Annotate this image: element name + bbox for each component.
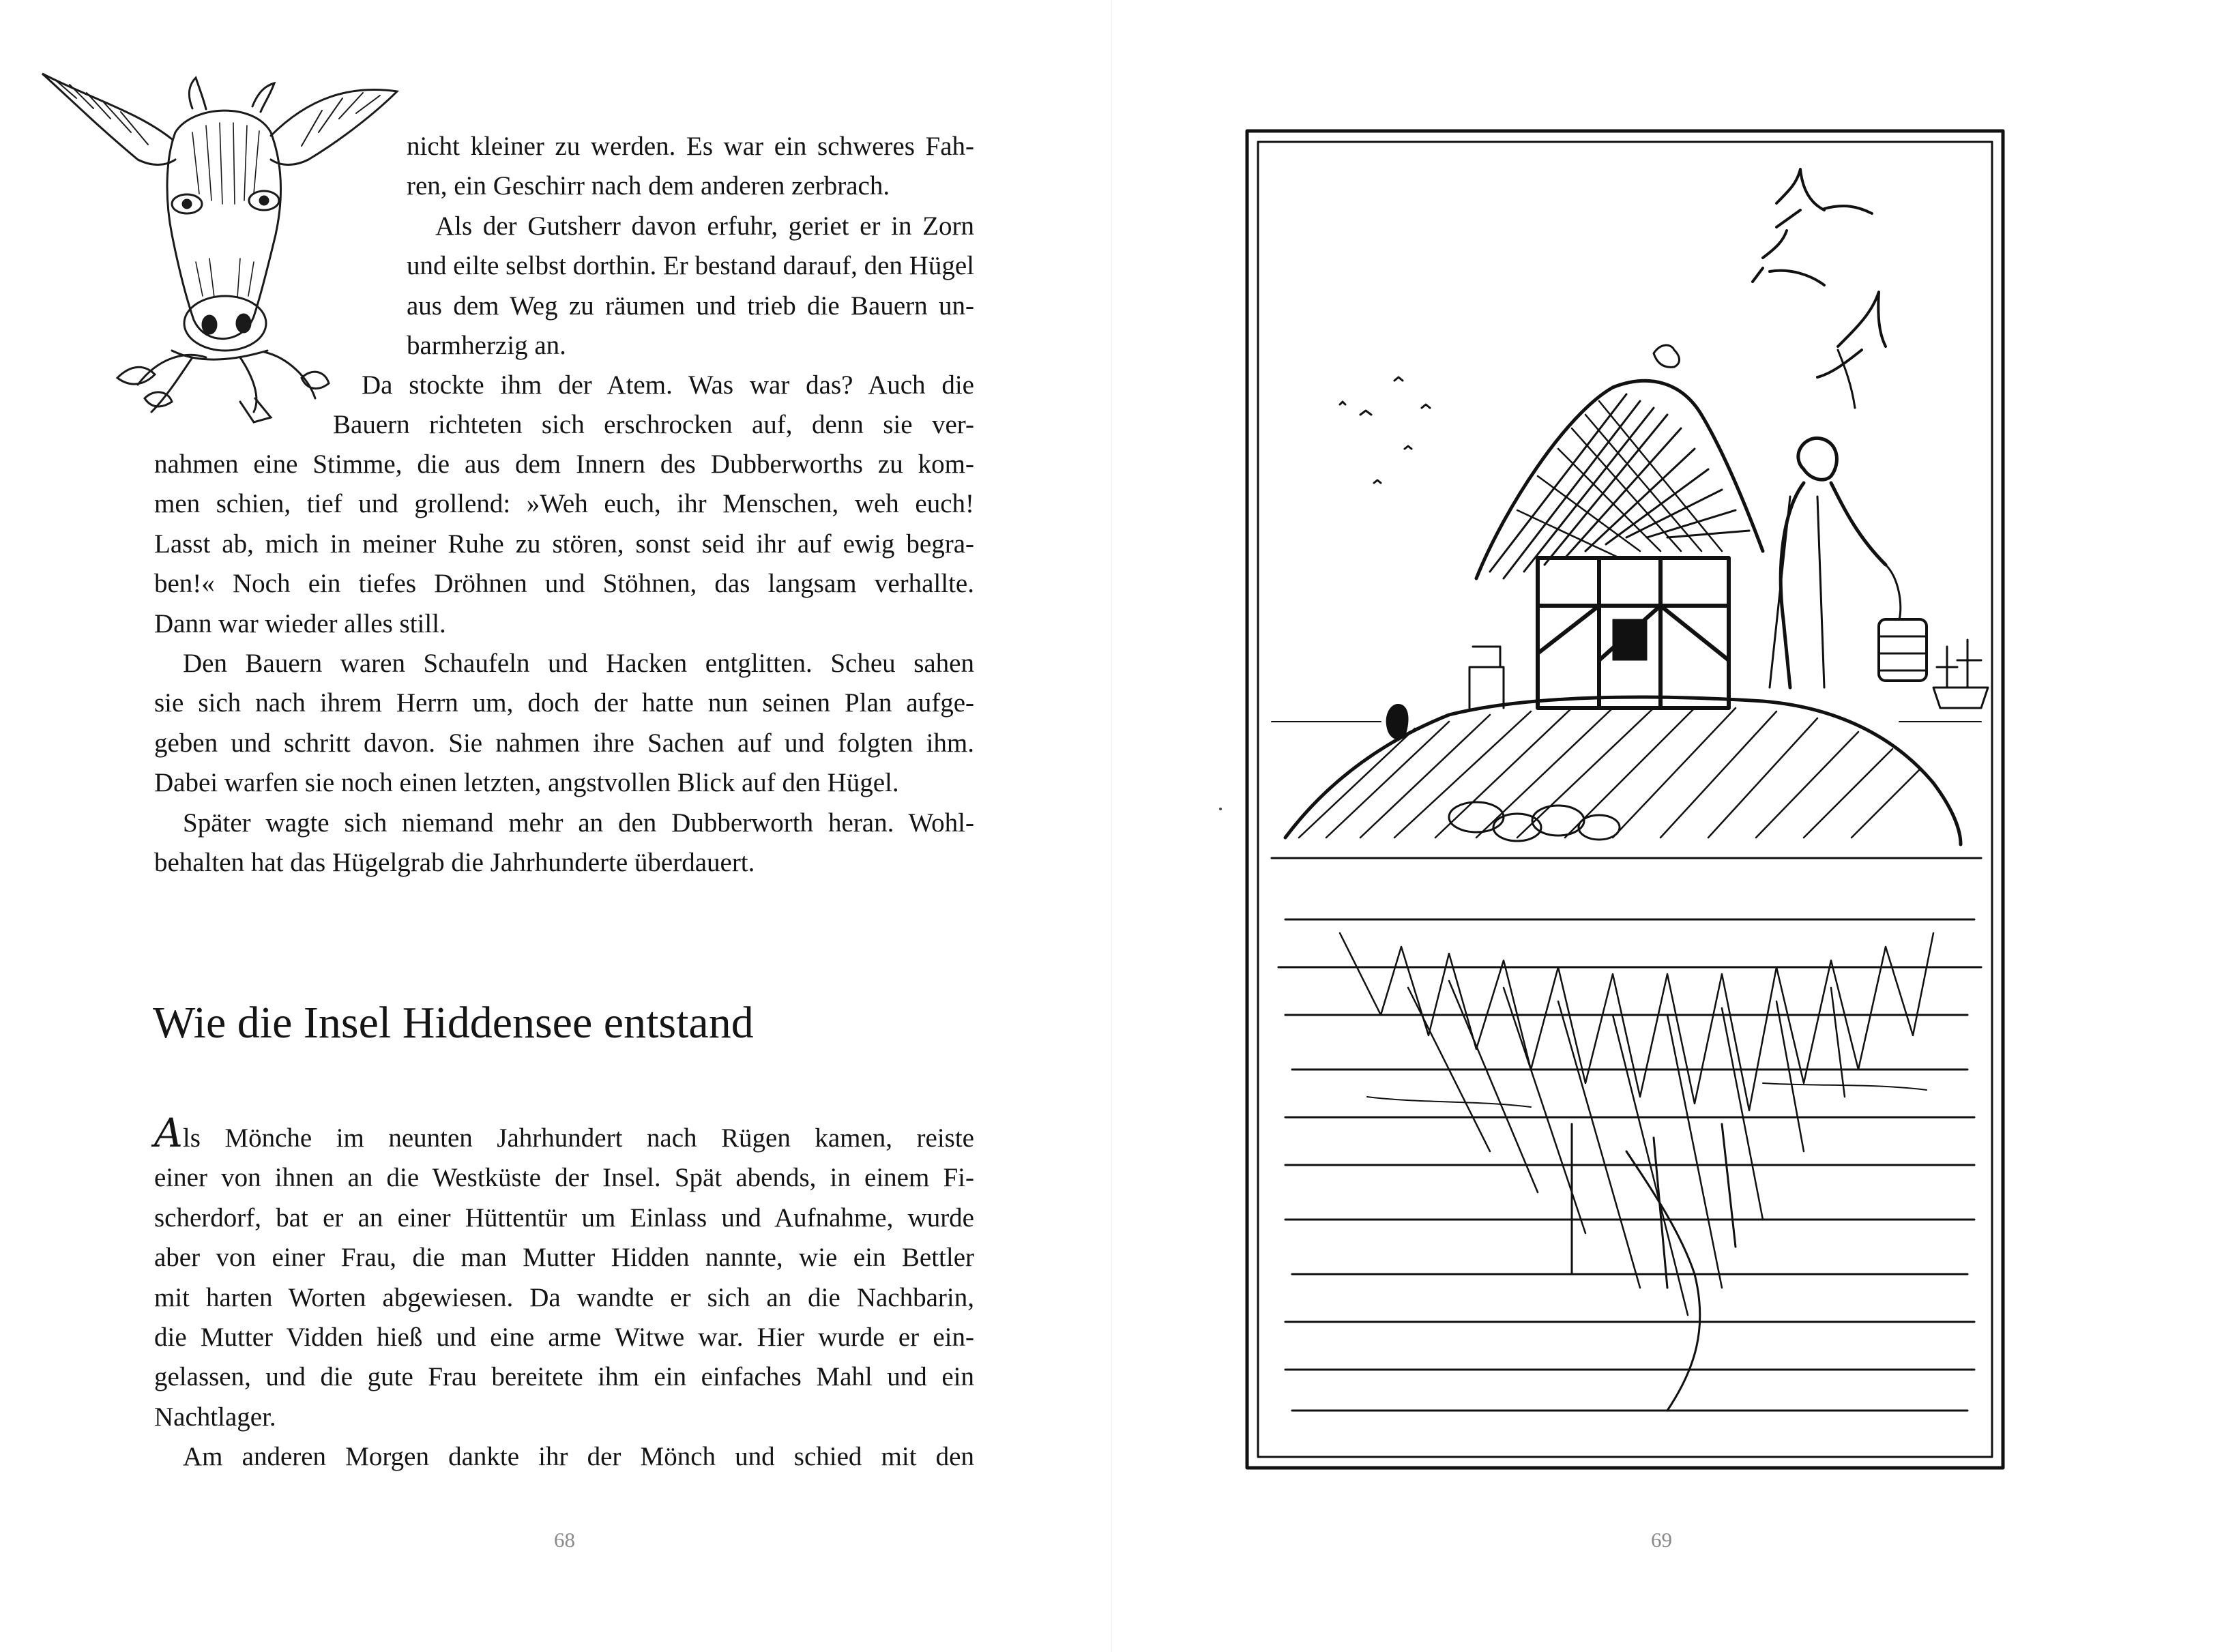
- paragraph-stimme-start: [333, 366, 974, 445]
- page-number-right: 69: [1651, 1528, 1672, 1552]
- ink-dot: [1219, 808, 1222, 810]
- text-line: Dabei warfen sie noch einen letzten, angstvollen Blick auf den Hügel.: [154, 768, 899, 798]
- text-line: ben!« Noch ein tiefes Dröhnen und Stöhnen, das langsam verhallte.: [154, 569, 974, 599]
- text-line: barmherzig an.: [407, 331, 566, 361]
- text-line: und eilte selbst dorthin. Er bestand darauf, den Hügel: [407, 251, 974, 281]
- text-line: behalten hat das Hügelgrab die Jahrhunderte überdauert.: [154, 848, 755, 878]
- text-line: nicht kleiner zu werden. Es war ein schweres Fah-: [407, 132, 974, 161]
- paragraph-intro: [407, 127, 974, 366]
- text-line: Lasst ab, mich in meiner Ruhe zu stören, sonst seid ihr auf ewig begra-: [154, 529, 974, 559]
- section-heading: Wie die Insel Hiddensee entstand: [153, 998, 754, 1048]
- text-line: Den Bauern waren Schaufeln und Hacken entglitten. Scheu sahen: [183, 649, 974, 679]
- text-line: Am anderen Morgen dankte ihr der Mönch und schied mit den: [183, 1442, 974, 1472]
- text-line: einer von ihnen an die Westküste der Insel. Spät abends, in einem Fi-: [154, 1163, 974, 1193]
- text-line: Bauern richteten sich erschrocken auf, denn sie ver-: [333, 410, 974, 440]
- section-body: [154, 1110, 974, 1477]
- text-line: Später wagte sich niemand mehr an den Dubberworth heran. Wohl-: [183, 808, 974, 838]
- text-line: scherdorf, bat er an einer Hüttentür um Einlass und Aufnahme, wurde: [154, 1203, 974, 1233]
- text-line: ren, ein Geschirr nach dem anderen zerbrach.: [407, 171, 890, 201]
- text-line: Nachtlager.: [154, 1402, 276, 1432]
- text-line: aber von einer Frau, die man Mutter Hidden nannte, wie ein Bettler: [154, 1243, 974, 1273]
- text-line-first: [154, 1110, 974, 1158]
- paragraph-main: [154, 445, 974, 883]
- text-line: sie sich nach ihrem Herrn um, doch der hatte nun seinen Plan aufge-: [154, 688, 974, 718]
- text-line: die Mutter Vidden hieß und eine arme Witwe war. Hier wurde er ein-: [154, 1323, 974, 1353]
- text-line: nahmen eine Stimme, die aus dem Innern des Dubberworths zu kom-: [154, 449, 974, 479]
- text-line: mit harten Worten abgewiesen. Da wandte er sich an die Nachbarin,: [154, 1282, 974, 1312]
- text-line: gelassen, und die gute Frau bereitete ihm ein einfaches Mahl und ein: [154, 1362, 974, 1392]
- text-line: men schien, tief und grollend: »Weh euch, ihr Menschen, weh euch!: [154, 489, 974, 519]
- drop-cap: A: [154, 1110, 183, 1156]
- text-line: aus dem Weg zu räumen und trieb die Bauern un-: [407, 291, 974, 321]
- page-number-left: 68: [554, 1528, 575, 1552]
- text-line: geben und schritt davon. Sie nahmen ihre Sachen auf und folgten ihm.: [154, 728, 974, 758]
- island-hut-illustration: [1244, 128, 2006, 1471]
- text-line: Da stockte ihm der Atem. Was war das? Auch die: [362, 370, 974, 400]
- text-line: Als der Gutsherr davon erfuhr, geriet er in Zorn: [435, 211, 974, 241]
- text-line-rest: ls Mönche im neunten Jahrhundert nach Rügen kamen, reiste: [182, 1123, 974, 1153]
- text-line: Dann war wieder alles still.: [154, 608, 446, 638]
